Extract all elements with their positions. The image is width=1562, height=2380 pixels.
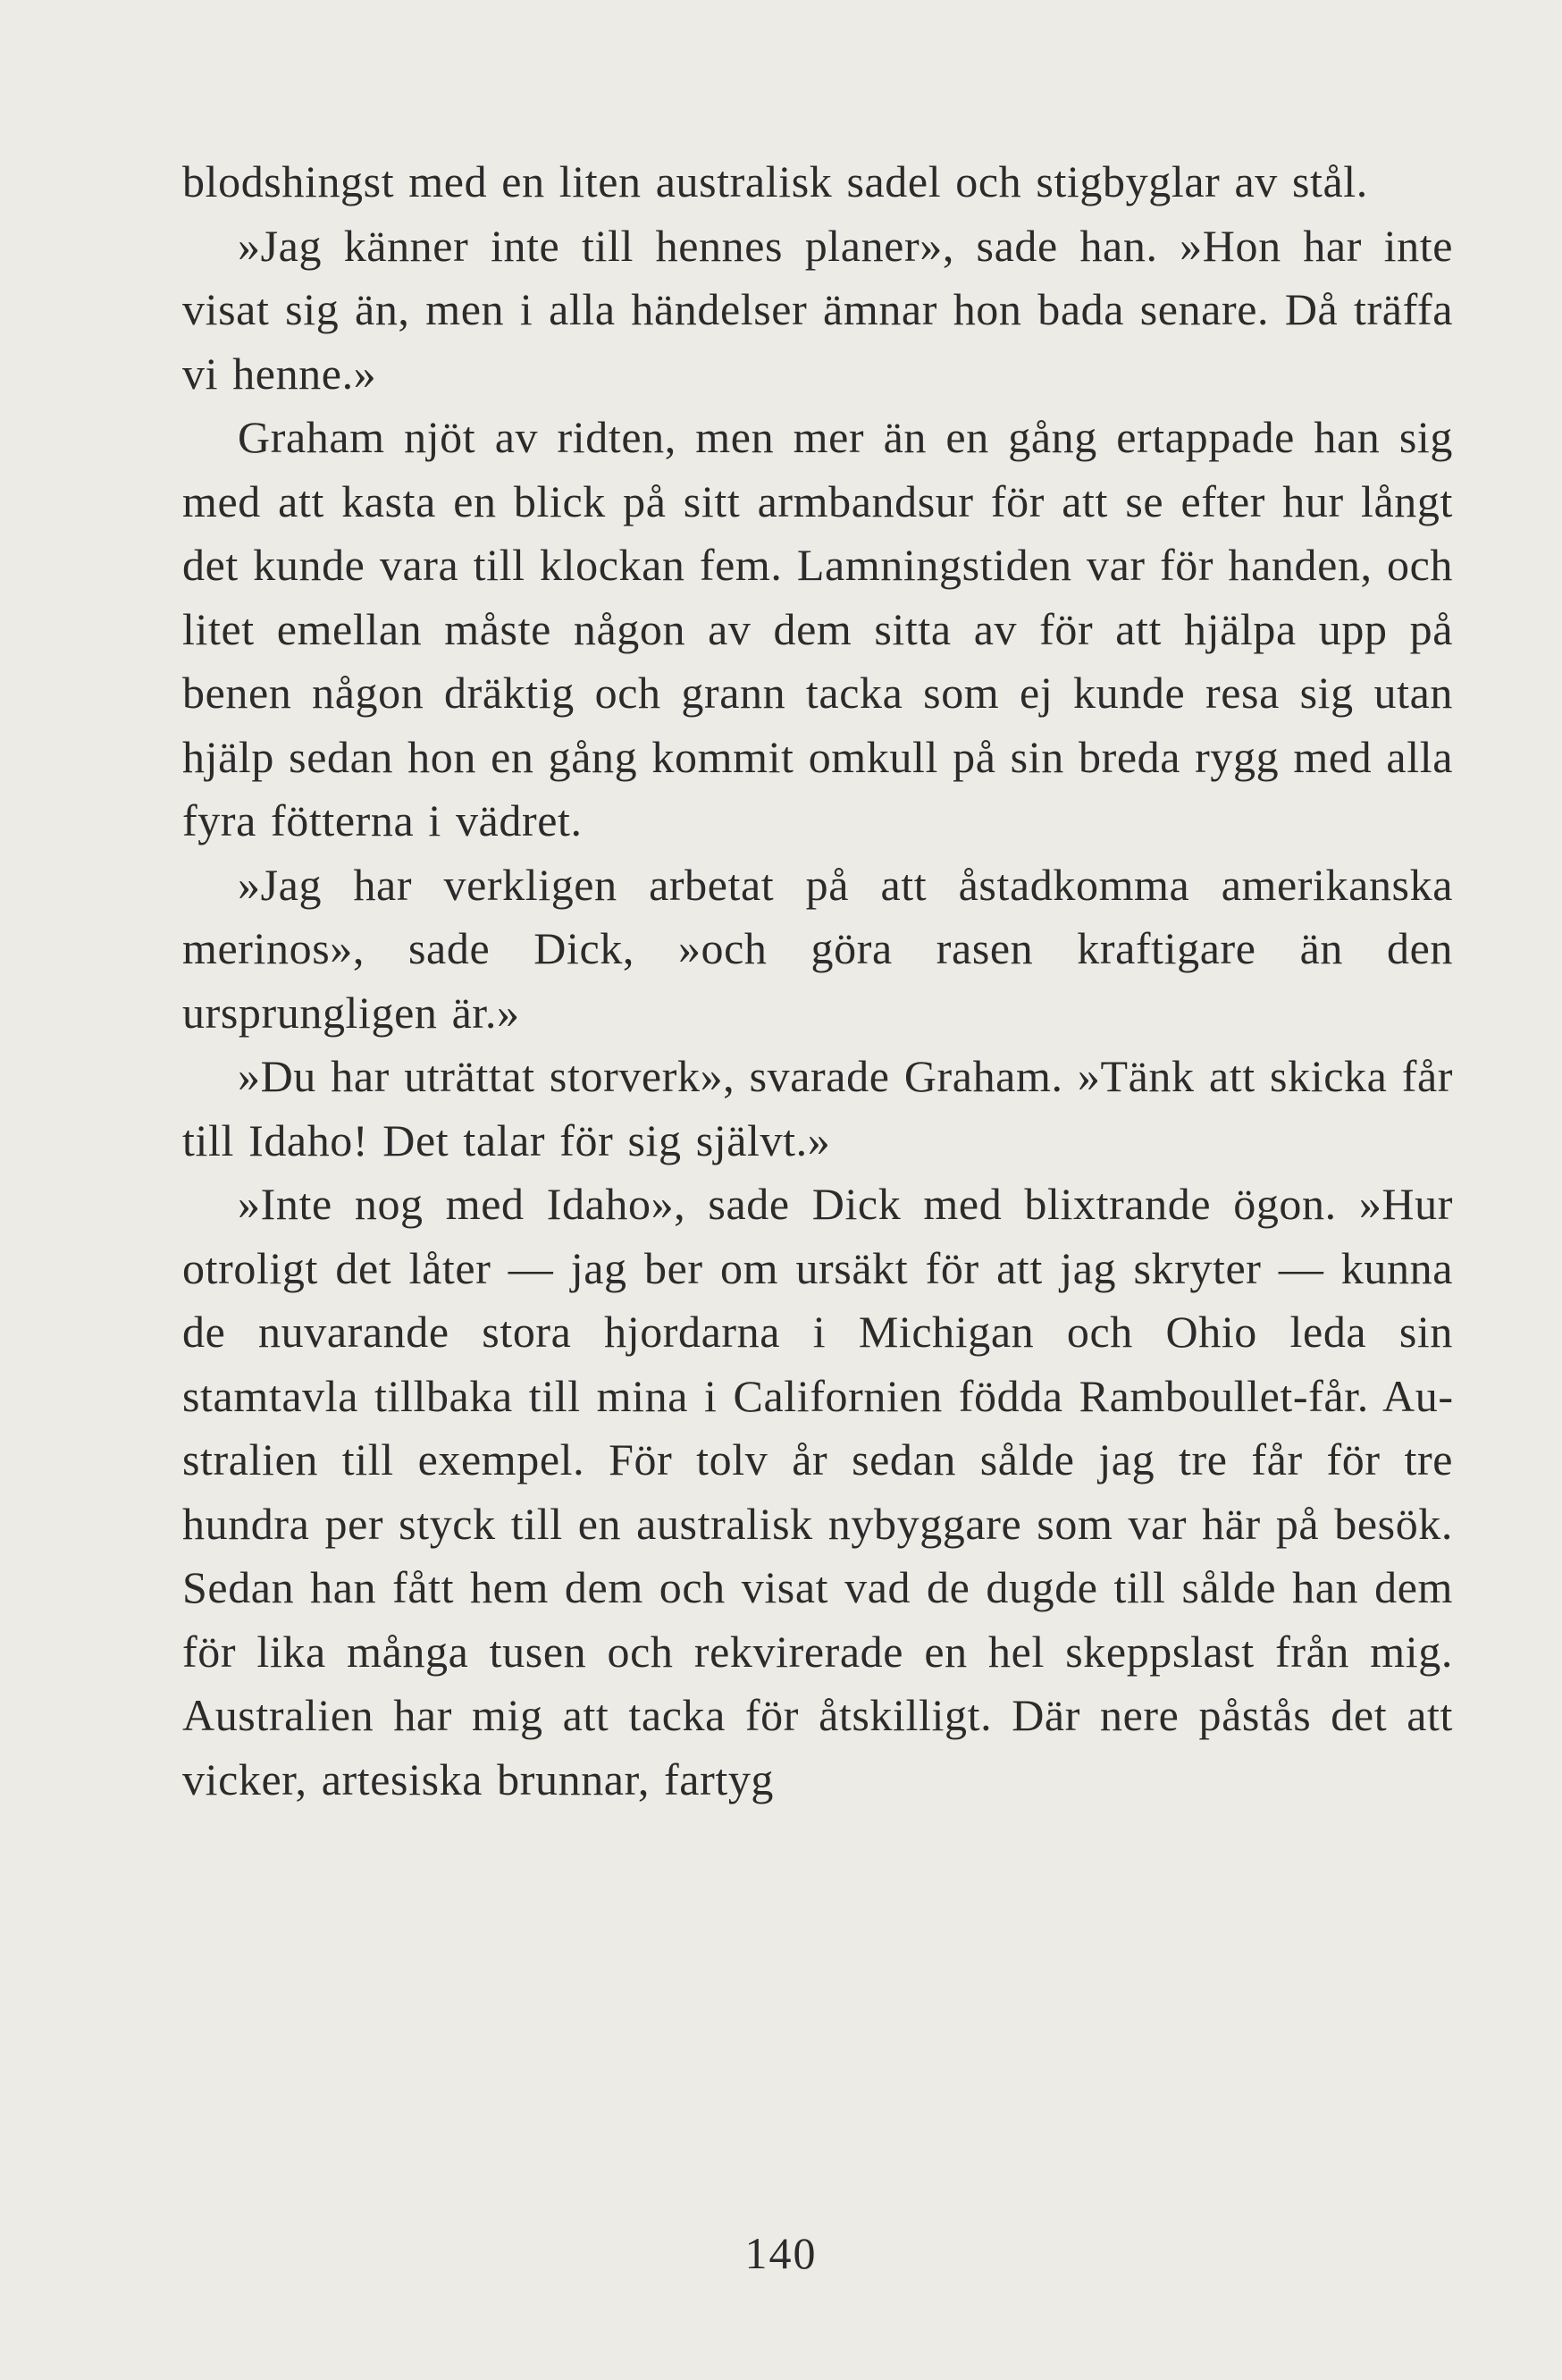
paragraph-dialogue-idaho: »Inte nog med Idaho», sade Dick med blixtrande ögon. »Hur otroligt det låter — jag ber om ursäkt för att jag skryter — kunna de nuvarande stora hjordarna i Michigan och Ohio leda sin stamtavla tillbaka till mina i Californien födda Ramboullet-får. Australien till exempel. För tolv år sedan sålde jag tre får för tre hundra per styck till en australisk nybyggare som var här på besök. Sedan han fått hem dem och visat vad de dugde till sålde han dem för lika många tusen och rekvirerade en hel skeppslast från mig. Australien har mig att tacka för åtskilligt. Där nere påstås det att vicker, artesiska brunnar, fartyg bbox=[182, 1179, 1453, 1804]
paragraph-graham-ridten: Graham njöt av ridten, men mer än en gång ertappade han sig med att kasta en blick på sitt armbandsur för att se efter hur långt det kunde vara till klockan fem. Lamningstiden var för handen, och litet emellan måste någon av dem sitta av för att hjälpa upp på benen någon dräktig och grann tacka som ej kunde resa sig utan hjälp sedan hon en gång kommit omkull på sin breda rygg med alla fyra fötterna i vädret. bbox=[182, 412, 1453, 845]
paragraph-dialogue-planer: »Jag känner inte till hennes planer», sade han. »Hon har inte visat sig än, men i alla händelser ämnar hon bada senare. Då träffa vi henne.» bbox=[182, 220, 1453, 399]
paragraph-dialogue-merinos: »Jag har verkligen arbetat på att åstadkomma amerikanska merinos», sade Dick, »och göra rasen kraftigare än den ursprungligen är.» bbox=[182, 859, 1453, 1038]
body-text bbox=[182, 150, 1453, 1812]
paragraph-continuation: blodshingst med en liten australisk sadel och stigbyglar av stål. bbox=[182, 156, 1368, 206]
page-number: 140 bbox=[744, 2228, 818, 2278]
paragraph-dialogue-storverk: »Du har uträttat storverk», svarade Graham. »Tänk att skicka får till Idaho! Det talar för sig självt.» bbox=[182, 1051, 1453, 1165]
